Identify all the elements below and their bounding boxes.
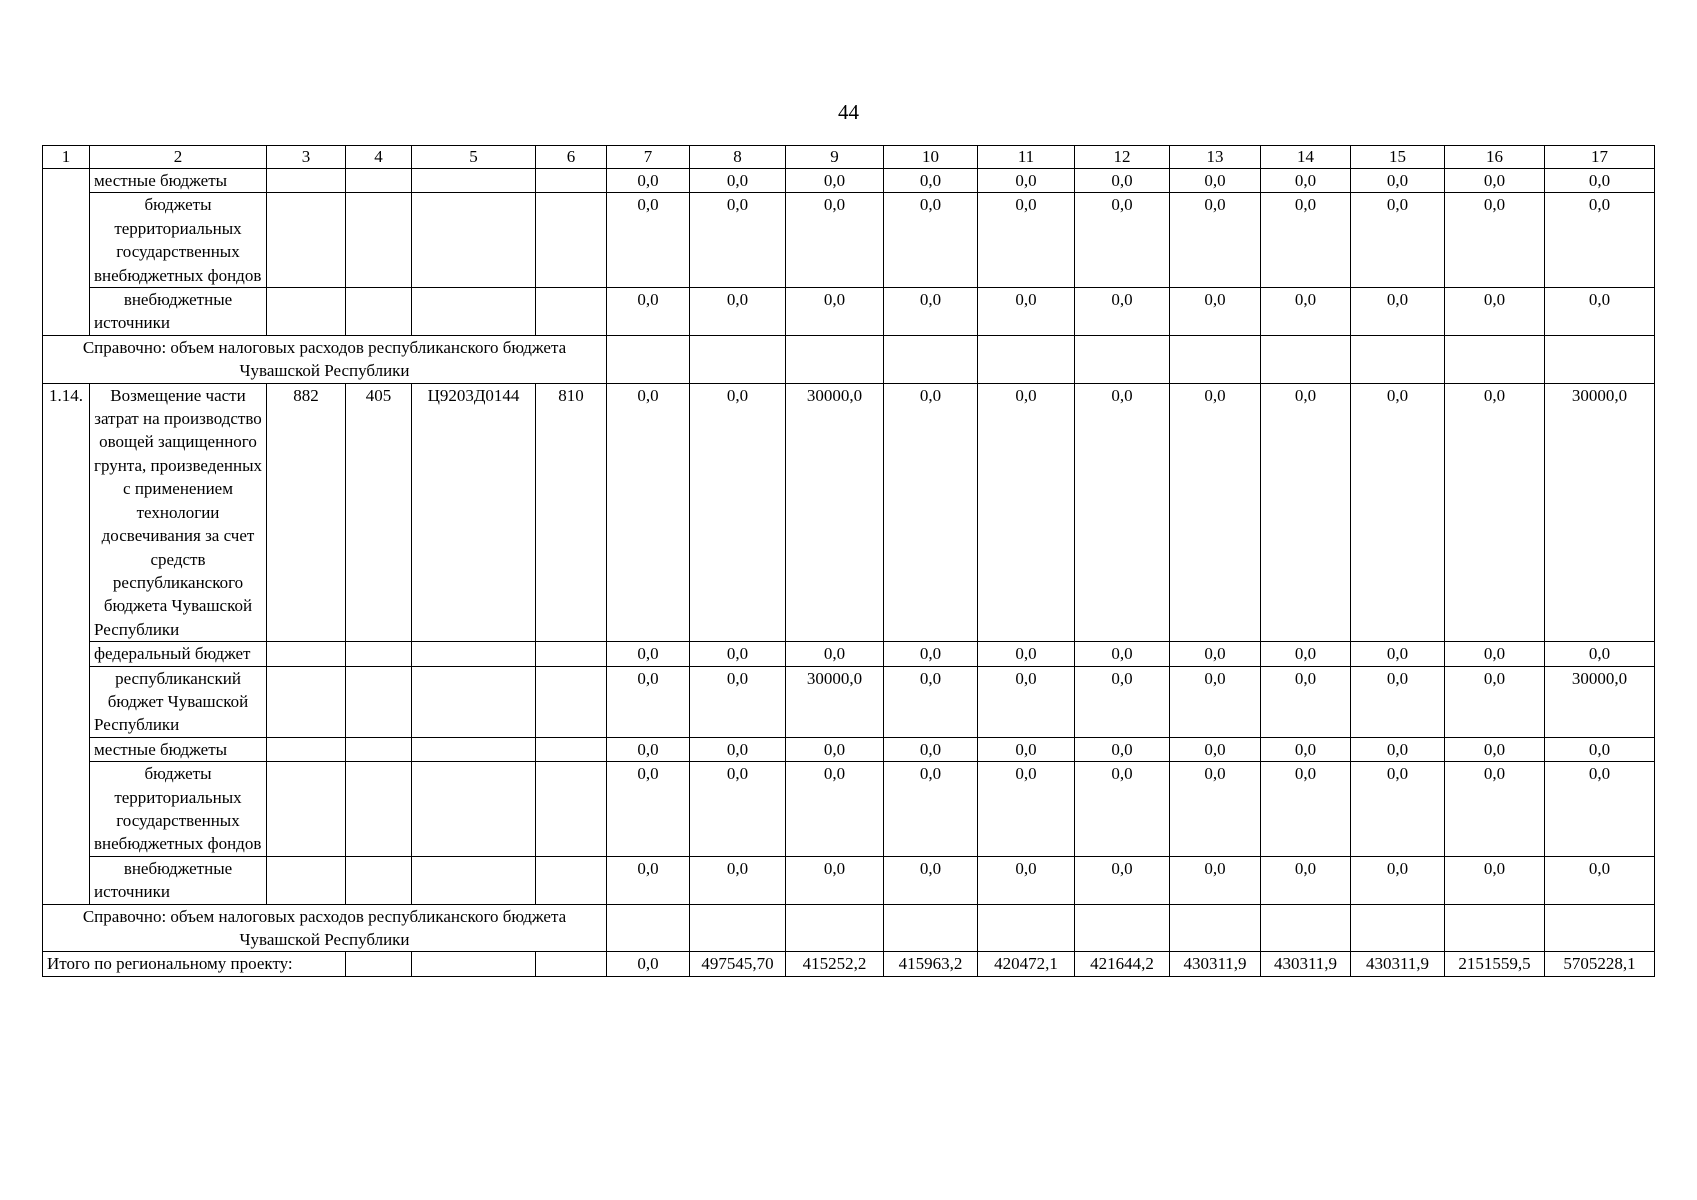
header-cell: 10 bbox=[884, 146, 978, 169]
empty-cell bbox=[346, 856, 412, 904]
value-cell: 0,0 bbox=[607, 193, 690, 288]
empty-cell bbox=[346, 952, 412, 976]
table-row bbox=[43, 642, 1655, 666]
value-cell: 0,0 bbox=[1445, 193, 1545, 288]
empty-cell bbox=[978, 904, 1075, 952]
empty-cell bbox=[346, 762, 412, 857]
row-number-cell bbox=[43, 642, 90, 666]
value-cell: 0,0 bbox=[690, 642, 786, 666]
empty-cell bbox=[267, 193, 346, 288]
total-value-cell: 497545,70 bbox=[690, 952, 786, 976]
value-cell: 0,0 bbox=[978, 193, 1075, 288]
value-cell: 0,0 bbox=[786, 762, 884, 857]
value-cell: 0,0 bbox=[1445, 856, 1545, 904]
value-cell: 0,0 bbox=[1351, 383, 1445, 641]
total-value-cell: 420472,1 bbox=[978, 952, 1075, 976]
reference-row bbox=[43, 904, 1655, 952]
row-label: местные бюджеты bbox=[90, 737, 267, 761]
value-cell: 0,0 bbox=[884, 856, 978, 904]
value-cell: 0,0 bbox=[1075, 288, 1170, 336]
value-cell: 0,0 bbox=[1075, 762, 1170, 857]
table-row bbox=[43, 666, 1655, 737]
value-cell: 0,0 bbox=[1351, 169, 1445, 193]
empty-cell bbox=[607, 904, 690, 952]
value-cell: 0,0 bbox=[1170, 856, 1261, 904]
value-cell: 0,0 bbox=[1170, 169, 1261, 193]
empty-cell bbox=[536, 666, 607, 737]
value-cell: 30000,0 bbox=[786, 383, 884, 641]
empty-cell bbox=[536, 193, 607, 288]
empty-cell bbox=[267, 169, 346, 193]
total-value-cell: 421644,2 bbox=[1075, 952, 1170, 976]
header-cell: 16 bbox=[1445, 146, 1545, 169]
value-cell: 0,0 bbox=[1075, 193, 1170, 288]
table-row bbox=[43, 762, 1655, 857]
value-cell: 0,0 bbox=[1351, 856, 1445, 904]
value-cell: 0,0 bbox=[1351, 737, 1445, 761]
header-cell: 7 bbox=[607, 146, 690, 169]
empty-cell bbox=[786, 335, 884, 383]
value-cell: 0,0 bbox=[1545, 762, 1655, 857]
empty-cell bbox=[1170, 904, 1261, 952]
empty-cell bbox=[267, 288, 346, 336]
empty-cell bbox=[1545, 904, 1655, 952]
value-cell: 0,0 bbox=[978, 737, 1075, 761]
header-cell: 1 bbox=[43, 146, 90, 169]
empty-cell bbox=[690, 904, 786, 952]
value-cell: 0,0 bbox=[690, 169, 786, 193]
value-cell: 0,0 bbox=[607, 642, 690, 666]
value-cell: 0,0 bbox=[884, 193, 978, 288]
value-cell: 0,0 bbox=[1351, 762, 1445, 857]
empty-cell bbox=[412, 169, 536, 193]
row-label: федеральный бюджет bbox=[90, 642, 267, 666]
empty-cell bbox=[536, 169, 607, 193]
value-cell: 0,0 bbox=[1445, 666, 1545, 737]
empty-cell bbox=[412, 642, 536, 666]
value-cell: 0,0 bbox=[607, 288, 690, 336]
value-cell: 0,0 bbox=[1351, 193, 1445, 288]
total-value-cell: 430311,9 bbox=[1170, 952, 1261, 976]
empty-cell bbox=[267, 666, 346, 737]
row-number-cell bbox=[43, 856, 90, 904]
empty-cell bbox=[536, 952, 607, 976]
value-cell: 0,0 bbox=[1445, 737, 1545, 761]
row-label: внебюджетные источники bbox=[90, 288, 267, 336]
header-cell: 14 bbox=[1261, 146, 1351, 169]
value-cell: 0,0 bbox=[884, 642, 978, 666]
value-cell: 0,0 bbox=[1445, 288, 1545, 336]
row-number-cell bbox=[43, 737, 90, 761]
row-number-cell bbox=[43, 193, 90, 288]
value-cell: 0,0 bbox=[607, 666, 690, 737]
budget-table bbox=[42, 145, 1655, 977]
code-cell: Ц9203Д0144 bbox=[412, 383, 536, 641]
header-cell: 4 bbox=[346, 146, 412, 169]
empty-cell bbox=[1351, 904, 1445, 952]
total-label: Итого по региональному проекту: bbox=[43, 952, 346, 976]
value-cell: 0,0 bbox=[978, 666, 1075, 737]
value-cell: 0,0 bbox=[690, 383, 786, 641]
value-cell: 0,0 bbox=[786, 737, 884, 761]
total-row bbox=[43, 952, 1655, 976]
row-number-cell bbox=[43, 666, 90, 737]
row-number-cell: 1.14. bbox=[43, 383, 90, 641]
value-cell: 0,0 bbox=[786, 169, 884, 193]
header-cell: 15 bbox=[1351, 146, 1445, 169]
header-cell: 3 bbox=[267, 146, 346, 169]
empty-cell bbox=[1261, 904, 1351, 952]
value-cell: 0,0 bbox=[1170, 737, 1261, 761]
empty-cell bbox=[267, 737, 346, 761]
empty-cell bbox=[1075, 335, 1170, 383]
table-row bbox=[43, 383, 1655, 641]
value-cell: 0,0 bbox=[1545, 288, 1655, 336]
value-cell: 0,0 bbox=[786, 288, 884, 336]
reference-row bbox=[43, 335, 1655, 383]
row-label: Возмещение части затрат на производство овощей защищенного грунта, произведенных с применением технологии досвечивания за счет средств республиканского бюджета Чувашской Республики bbox=[90, 383, 267, 641]
row-number-cell bbox=[43, 288, 90, 336]
value-cell: 0,0 bbox=[690, 856, 786, 904]
value-cell: 0,0 bbox=[1075, 642, 1170, 666]
value-cell: 0,0 bbox=[1170, 666, 1261, 737]
empty-cell bbox=[267, 856, 346, 904]
table-row bbox=[43, 737, 1655, 761]
value-cell: 0,0 bbox=[1170, 383, 1261, 641]
row-number-cell bbox=[43, 169, 90, 193]
total-value-cell: 415252,2 bbox=[786, 952, 884, 976]
table-row bbox=[43, 856, 1655, 904]
header-cell: 9 bbox=[786, 146, 884, 169]
header-cell: 8 bbox=[690, 146, 786, 169]
header-cell: 17 bbox=[1545, 146, 1655, 169]
value-cell: 0,0 bbox=[1261, 193, 1351, 288]
value-cell: 0,0 bbox=[1261, 383, 1351, 641]
value-cell: 0,0 bbox=[1545, 642, 1655, 666]
table-row bbox=[43, 169, 1655, 193]
value-cell: 0,0 bbox=[607, 856, 690, 904]
empty-cell bbox=[346, 288, 412, 336]
row-label: бюджеты территориальных государственных внебюджетных фондов bbox=[90, 193, 267, 288]
value-cell: 0,0 bbox=[786, 856, 884, 904]
value-cell: 0,0 bbox=[690, 762, 786, 857]
value-cell: 0,0 bbox=[1170, 193, 1261, 288]
value-cell: 0,0 bbox=[1261, 762, 1351, 857]
value-cell: 0,0 bbox=[1545, 169, 1655, 193]
value-cell: 0,0 bbox=[690, 666, 786, 737]
header-cell: 12 bbox=[1075, 146, 1170, 169]
empty-cell bbox=[536, 737, 607, 761]
value-cell: 0,0 bbox=[884, 169, 978, 193]
reference-label: Справочно: объем налоговых расходов республиканского бюджета Чувашской Республики bbox=[43, 335, 607, 383]
value-cell: 0,0 bbox=[1170, 288, 1261, 336]
empty-cell bbox=[412, 762, 536, 857]
value-cell: 0,0 bbox=[607, 169, 690, 193]
empty-cell bbox=[346, 666, 412, 737]
value-cell: 0,0 bbox=[690, 288, 786, 336]
empty-cell bbox=[690, 335, 786, 383]
value-cell: 0,0 bbox=[607, 383, 690, 641]
header-row bbox=[43, 146, 1655, 169]
value-cell: 0,0 bbox=[1545, 193, 1655, 288]
value-cell: 30000,0 bbox=[1545, 383, 1655, 641]
empty-cell bbox=[346, 642, 412, 666]
empty-cell bbox=[536, 288, 607, 336]
value-cell: 0,0 bbox=[978, 856, 1075, 904]
value-cell: 0,0 bbox=[1261, 642, 1351, 666]
total-value-cell: 430311,9 bbox=[1261, 952, 1351, 976]
total-value-cell: 2151559,5 bbox=[1445, 952, 1545, 976]
empty-cell bbox=[536, 642, 607, 666]
value-cell: 30000,0 bbox=[1545, 666, 1655, 737]
value-cell: 0,0 bbox=[690, 737, 786, 761]
table-row bbox=[43, 288, 1655, 336]
row-label: местные бюджеты bbox=[90, 169, 267, 193]
value-cell: 0,0 bbox=[1261, 169, 1351, 193]
header-cell: 13 bbox=[1170, 146, 1261, 169]
empty-cell bbox=[267, 642, 346, 666]
value-cell: 0,0 bbox=[884, 737, 978, 761]
empty-cell bbox=[1351, 335, 1445, 383]
value-cell: 0,0 bbox=[607, 762, 690, 857]
empty-cell bbox=[1445, 904, 1545, 952]
empty-cell bbox=[1445, 335, 1545, 383]
value-cell: 0,0 bbox=[1261, 288, 1351, 336]
value-cell: 0,0 bbox=[690, 193, 786, 288]
empty-cell bbox=[978, 335, 1075, 383]
value-cell: 0,0 bbox=[1075, 856, 1170, 904]
empty-cell bbox=[267, 762, 346, 857]
empty-cell bbox=[346, 737, 412, 761]
total-value-cell: 0,0 bbox=[607, 952, 690, 976]
empty-cell bbox=[346, 169, 412, 193]
value-cell: 0,0 bbox=[1075, 666, 1170, 737]
empty-cell bbox=[412, 952, 536, 976]
value-cell: 0,0 bbox=[884, 383, 978, 641]
empty-cell bbox=[412, 737, 536, 761]
empty-cell bbox=[412, 856, 536, 904]
value-cell: 0,0 bbox=[1170, 762, 1261, 857]
value-cell: 0,0 bbox=[1545, 737, 1655, 761]
row-label: бюджеты территориальных государственных внебюджетных фондов bbox=[90, 762, 267, 857]
total-value-cell: 415963,2 bbox=[884, 952, 978, 976]
value-cell: 0,0 bbox=[978, 383, 1075, 641]
value-cell: 0,0 bbox=[786, 642, 884, 666]
code-cell: 882 bbox=[267, 383, 346, 641]
empty-cell bbox=[412, 666, 536, 737]
value-cell: 0,0 bbox=[607, 737, 690, 761]
value-cell: 0,0 bbox=[1261, 856, 1351, 904]
value-cell: 0,0 bbox=[1075, 383, 1170, 641]
empty-cell bbox=[412, 193, 536, 288]
empty-cell bbox=[536, 762, 607, 857]
value-cell: 0,0 bbox=[978, 169, 1075, 193]
value-cell: 0,0 bbox=[1351, 288, 1445, 336]
value-cell: 0,0 bbox=[884, 762, 978, 857]
value-cell: 0,0 bbox=[884, 288, 978, 336]
total-value-cell: 430311,9 bbox=[1351, 952, 1445, 976]
empty-cell bbox=[536, 856, 607, 904]
empty-cell bbox=[1170, 335, 1261, 383]
value-cell: 0,0 bbox=[1351, 666, 1445, 737]
value-cell: 0,0 bbox=[1445, 762, 1545, 857]
empty-cell bbox=[884, 904, 978, 952]
value-cell: 0,0 bbox=[1170, 642, 1261, 666]
value-cell: 0,0 bbox=[1075, 737, 1170, 761]
code-cell: 810 bbox=[536, 383, 607, 641]
value-cell: 0,0 bbox=[1445, 642, 1545, 666]
row-label: внебюджетные источники bbox=[90, 856, 267, 904]
value-cell: 0,0 bbox=[786, 193, 884, 288]
total-value-cell: 5705228,1 bbox=[1545, 952, 1655, 976]
empty-cell bbox=[1545, 335, 1655, 383]
row-number-cell bbox=[43, 762, 90, 857]
empty-cell bbox=[884, 335, 978, 383]
header-cell: 2 bbox=[90, 146, 267, 169]
value-cell: 0,0 bbox=[1261, 737, 1351, 761]
value-cell: 0,0 bbox=[978, 642, 1075, 666]
value-cell: 30000,0 bbox=[786, 666, 884, 737]
header-cell: 11 bbox=[978, 146, 1075, 169]
value-cell: 0,0 bbox=[1075, 169, 1170, 193]
table-row bbox=[43, 193, 1655, 288]
value-cell: 0,0 bbox=[978, 288, 1075, 336]
value-cell: 0,0 bbox=[978, 762, 1075, 857]
empty-cell bbox=[607, 335, 690, 383]
value-cell: 0,0 bbox=[1445, 169, 1545, 193]
value-cell: 0,0 bbox=[1261, 666, 1351, 737]
empty-cell bbox=[412, 288, 536, 336]
page-number: 44 bbox=[838, 100, 859, 124]
value-cell: 0,0 bbox=[1445, 383, 1545, 641]
header-cell: 6 bbox=[536, 146, 607, 169]
empty-cell bbox=[1261, 335, 1351, 383]
empty-cell bbox=[1075, 904, 1170, 952]
row-label: республиканский бюджет Чувашской Республики bbox=[90, 666, 267, 737]
header-cell: 5 bbox=[412, 146, 536, 169]
empty-cell bbox=[786, 904, 884, 952]
value-cell: 0,0 bbox=[1545, 856, 1655, 904]
code-cell: 405 bbox=[346, 383, 412, 641]
value-cell: 0,0 bbox=[884, 666, 978, 737]
empty-cell bbox=[346, 193, 412, 288]
value-cell: 0,0 bbox=[1351, 642, 1445, 666]
reference-label: Справочно: объем налоговых расходов республиканского бюджета Чувашской Республики bbox=[43, 904, 607, 952]
